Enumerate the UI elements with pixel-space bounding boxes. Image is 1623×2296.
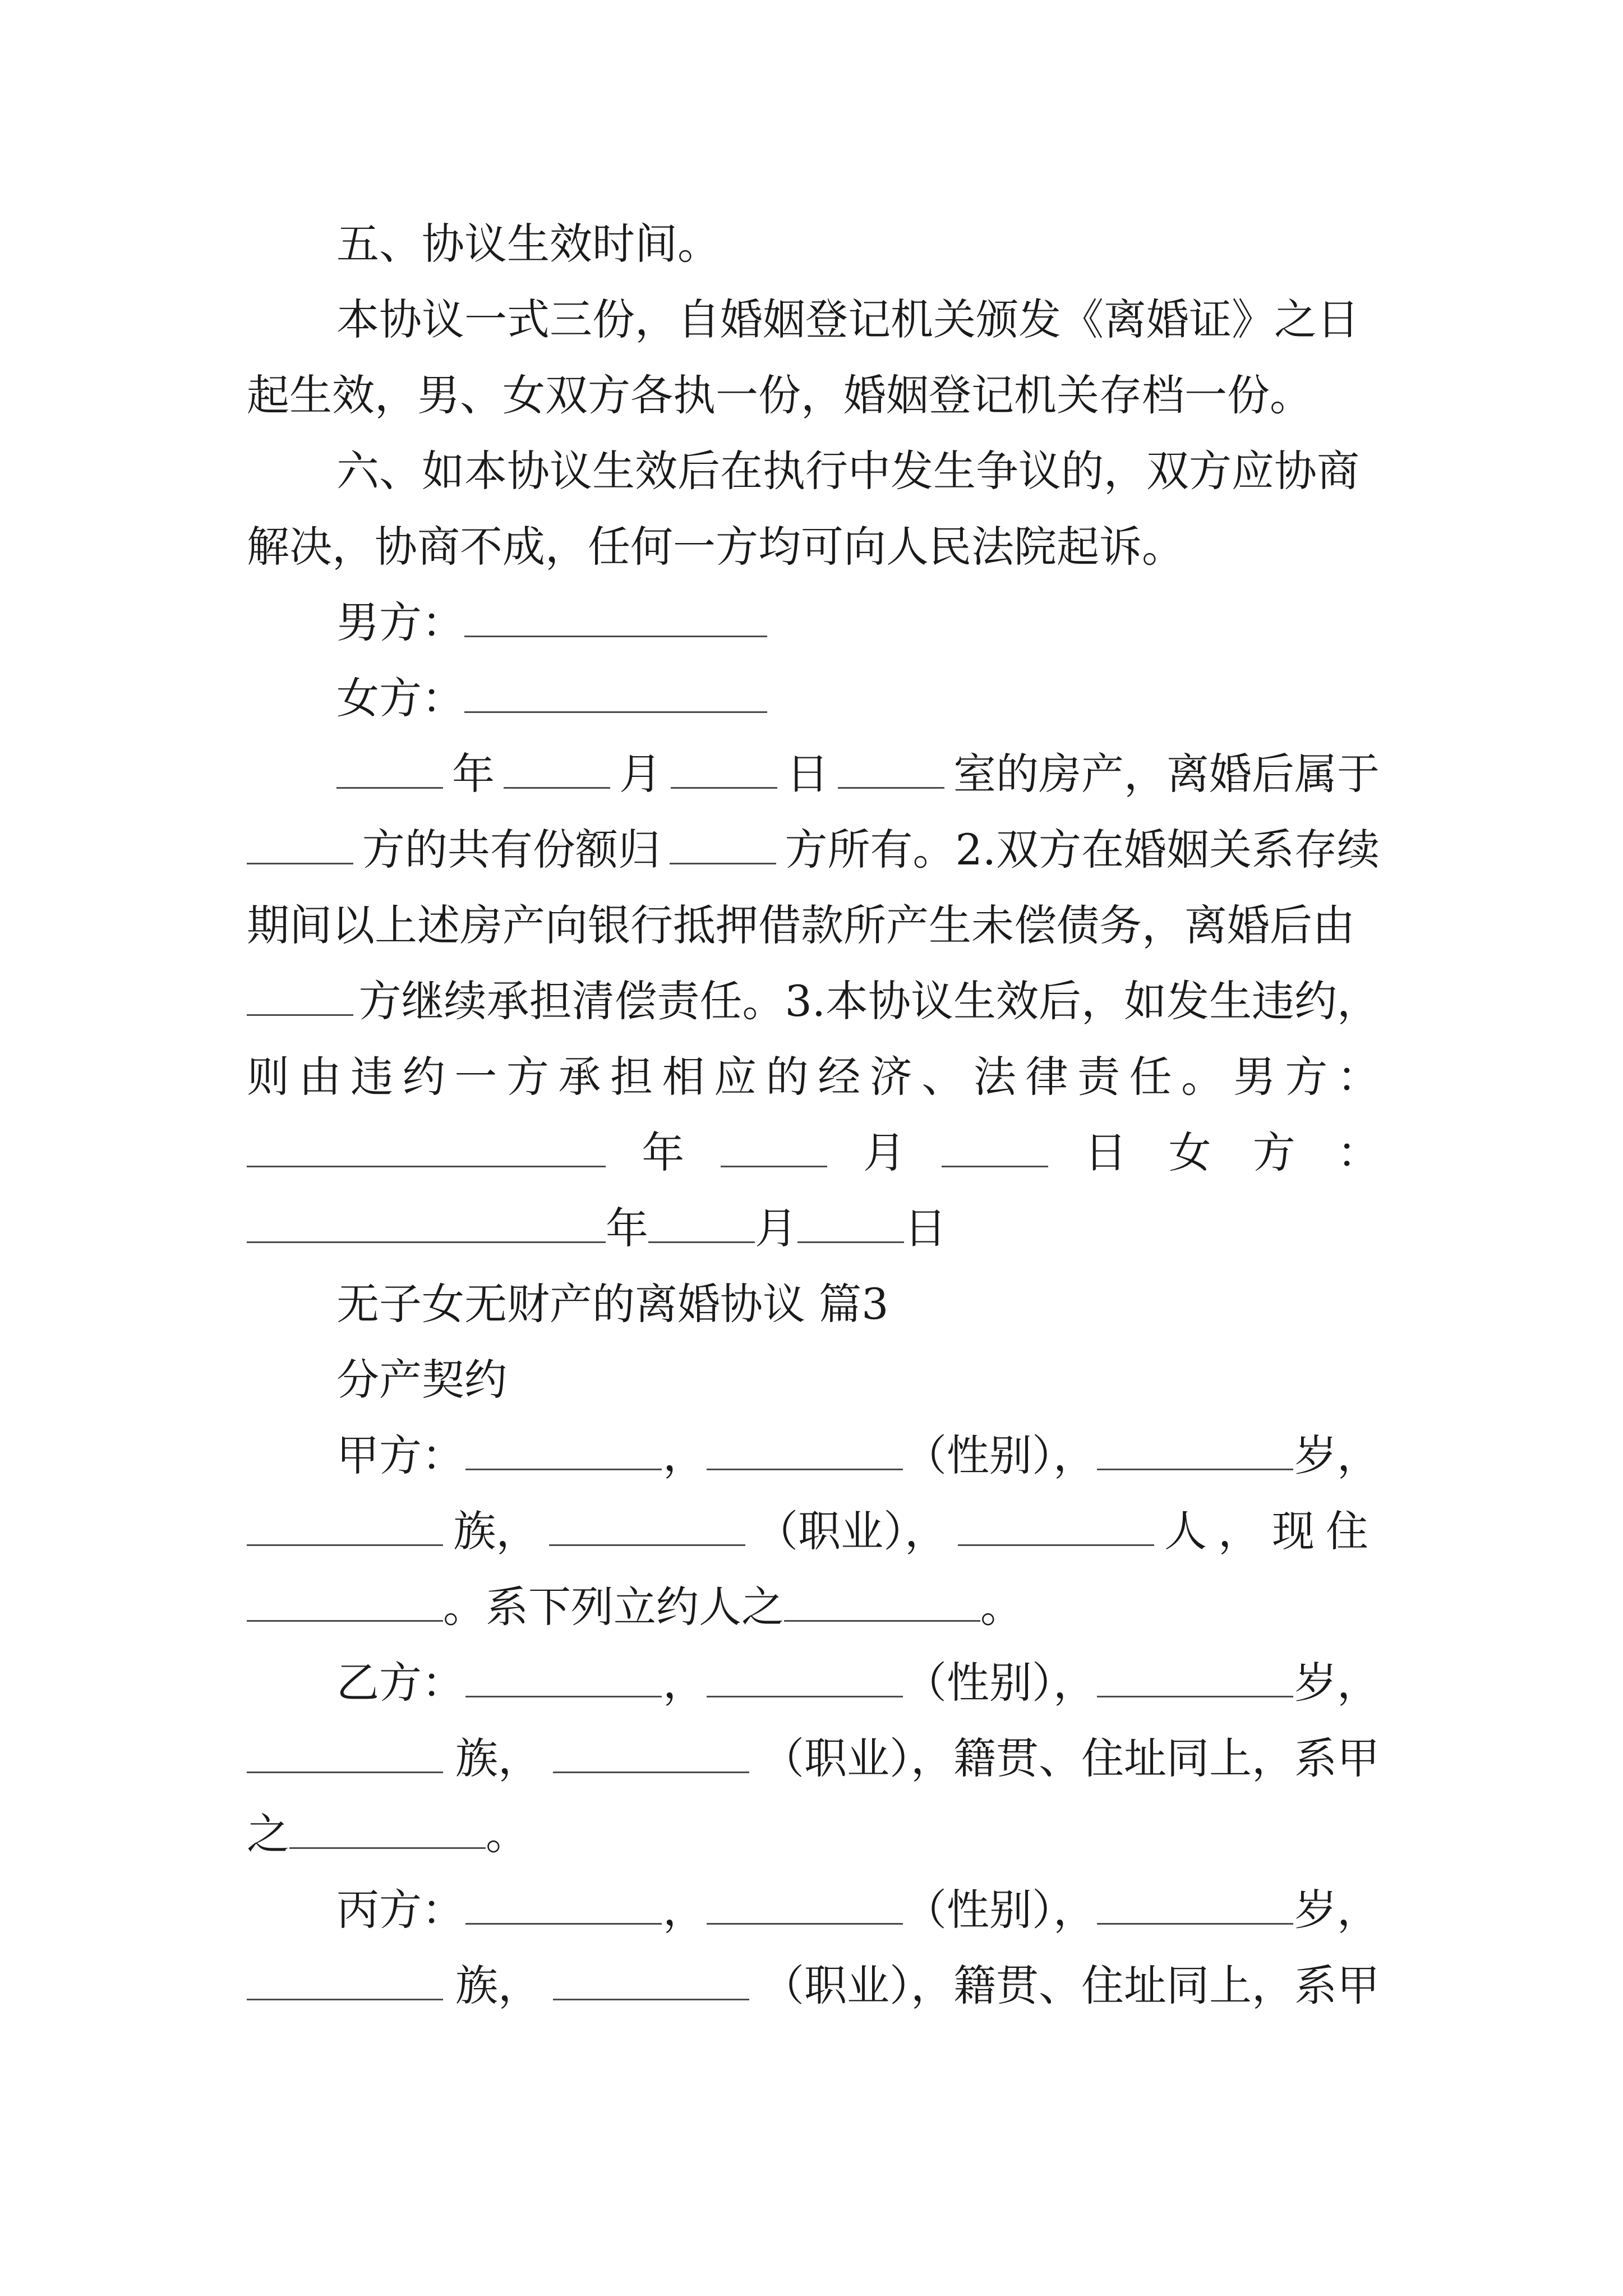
gender-blank (707, 1888, 903, 1925)
section-title: 无子女无财产的离婚协议 篇3 (336, 1279, 889, 1329)
char: 经 (818, 1052, 861, 1102)
comma: ， (663, 1658, 706, 1708)
month-label: 月 (863, 1128, 906, 1177)
comma: ， (663, 1885, 706, 1935)
char: 男 (1233, 1052, 1276, 1102)
property-line (247, 822, 1380, 878)
female-signature-blank (247, 1207, 606, 1243)
char: 律 (1025, 1052, 1068, 1102)
property-line (247, 973, 1380, 1029)
char: 法 (973, 1052, 1016, 1102)
char: 约 (402, 1052, 445, 1102)
age-label: 岁， (1294, 1658, 1380, 1708)
age-label: 岁， (1294, 1885, 1380, 1935)
gender-label: （性别）， (904, 1658, 1096, 1708)
char: ： (1336, 1052, 1380, 1102)
char: 违 (351, 1052, 394, 1102)
char: 由 (298, 1052, 342, 1102)
paragraph-line: 本协议一式三份，自婚姻登记机关颁发《离婚证》之日 (336, 295, 1359, 344)
char: 承 (558, 1052, 601, 1102)
ethnic-blank (247, 1964, 443, 2000)
party-b-line (247, 1731, 1380, 1787)
property-line-spaced (247, 1049, 1380, 1105)
male-signature-blank (247, 1131, 606, 1167)
party-a-line (247, 1428, 1380, 1484)
blank (671, 752, 777, 789)
paragraph-line: 起生效，男、女双方各执一份，婚姻登记机关存档一份。 (247, 370, 1312, 420)
signature-date-line (247, 1200, 1380, 1257)
gender-label: （性别）， (904, 1430, 1096, 1480)
char: 方 (1285, 1052, 1328, 1102)
year-label: 年 (606, 1203, 648, 1253)
occupation-blank (549, 1510, 745, 1546)
section-heading-effective-date: 五、协议生效时间。 (336, 219, 720, 269)
female-signature-line (247, 670, 1380, 726)
male-signature-blank (464, 601, 767, 637)
native-blank (958, 1510, 1154, 1546)
occupation-label: （职业），籍贯、住址同上，系甲 (762, 1733, 1380, 1783)
occupation-label: （职业），籍贯、住址同上，系甲 (762, 1961, 1380, 2010)
relation-blank (784, 1585, 980, 1622)
char: 一 (454, 1052, 497, 1102)
ethnic-label: 族， (455, 1961, 541, 2010)
day-label: 日 (904, 1203, 947, 1253)
blank (336, 752, 443, 789)
ethnic-blank (247, 1737, 443, 1773)
property-text: 方继续承担清偿责任。3.本协议生效后，如发生违约， (358, 976, 1380, 1026)
age-blank (1097, 1661, 1293, 1697)
party-a-line (247, 1579, 1380, 1635)
signature-date-line (247, 1125, 1380, 1181)
char: 。 (1181, 1052, 1224, 1102)
period: 。 (980, 1582, 1023, 1632)
ethnic-blank (247, 1510, 443, 1546)
female-label: 女方： (336, 673, 464, 723)
blank (670, 828, 776, 864)
char: 责 (1077, 1052, 1120, 1102)
age-blank (1097, 1888, 1293, 1925)
native-label: 人，现住 (1164, 1506, 1380, 1556)
blank (942, 1131, 1048, 1167)
section-subtitle: 分产契约 (336, 1355, 507, 1405)
party-a-line (247, 1503, 1380, 1559)
month-label: 月 (619, 749, 662, 799)
occupation-blank (553, 1964, 749, 2000)
female-signature-blank (464, 677, 767, 713)
address-blank (247, 1585, 443, 1622)
char: 则 (247, 1052, 289, 1102)
blank (648, 1207, 755, 1243)
party-a-label: 甲方： (336, 1430, 464, 1480)
party-b-line (247, 1655, 1380, 1711)
name-blank (465, 1661, 662, 1697)
paragraph-line: 六、如本协议生效后在执行中发生争议的，双方应协商 (336, 446, 1359, 496)
property-text: 室的房产，离婚后属于 (953, 749, 1380, 799)
comma: ， (663, 1430, 706, 1480)
char: 任 (1129, 1052, 1172, 1102)
gender-blank (707, 1661, 903, 1697)
name-blank (465, 1434, 662, 1470)
male-signature-line (247, 595, 1380, 651)
property-text: 方的共有份额归 (362, 825, 661, 875)
char: 、 (921, 1052, 965, 1102)
period: 。 (486, 1809, 528, 1859)
age-label: 岁， (1294, 1430, 1380, 1480)
relation-blank (289, 1812, 486, 1849)
blank (504, 752, 610, 789)
name-blank (465, 1888, 662, 1925)
occupation-blank (553, 1737, 749, 1773)
char: 济 (869, 1052, 912, 1102)
property-text: 方所有。2.双方在婚姻关系存续 (785, 825, 1380, 875)
char: 相 (662, 1052, 705, 1102)
year-label: 年 (642, 1128, 685, 1177)
char: 方 (506, 1052, 549, 1102)
char: 应 (714, 1052, 757, 1102)
property-line (247, 746, 1380, 802)
party-c-line (247, 1958, 1380, 2014)
age-blank (1097, 1434, 1293, 1470)
party-b-line (247, 1806, 1380, 1862)
ethnic-label: 族， (453, 1506, 539, 1556)
party-c-label: 丙方： (336, 1885, 464, 1935)
paragraph-line: 解决，协商不成，任何一方均可向人民法院起诉。 (247, 522, 1184, 572)
gender-label: （性别）， (904, 1885, 1096, 1935)
relation-label: 。系下列立约人之 (443, 1582, 784, 1632)
blank (247, 979, 353, 1016)
party-c-line (247, 1882, 1380, 1938)
ethnic-label: 族， (455, 1733, 541, 1783)
blank (721, 1131, 827, 1167)
gender-blank (707, 1434, 903, 1470)
male-label: 男方： (336, 597, 464, 647)
day-label: 日 (786, 749, 829, 799)
occupation-label: （职业）， (755, 1506, 948, 1556)
party-b-label: 乙方： (336, 1658, 464, 1708)
blank (838, 752, 944, 789)
blank (797, 1207, 904, 1243)
day-female-label: 日 女 方 ： (1084, 1128, 1380, 1177)
property-line: 期间以上述房产向银行抵押借款所产生未偿债务，离婚后由 (247, 900, 1355, 950)
char: 担 (610, 1052, 653, 1102)
year-label: 年 (452, 749, 495, 799)
of-label: 之 (247, 1809, 289, 1859)
char: 的 (766, 1052, 809, 1102)
month-label: 月 (755, 1203, 797, 1253)
blank (247, 828, 353, 864)
